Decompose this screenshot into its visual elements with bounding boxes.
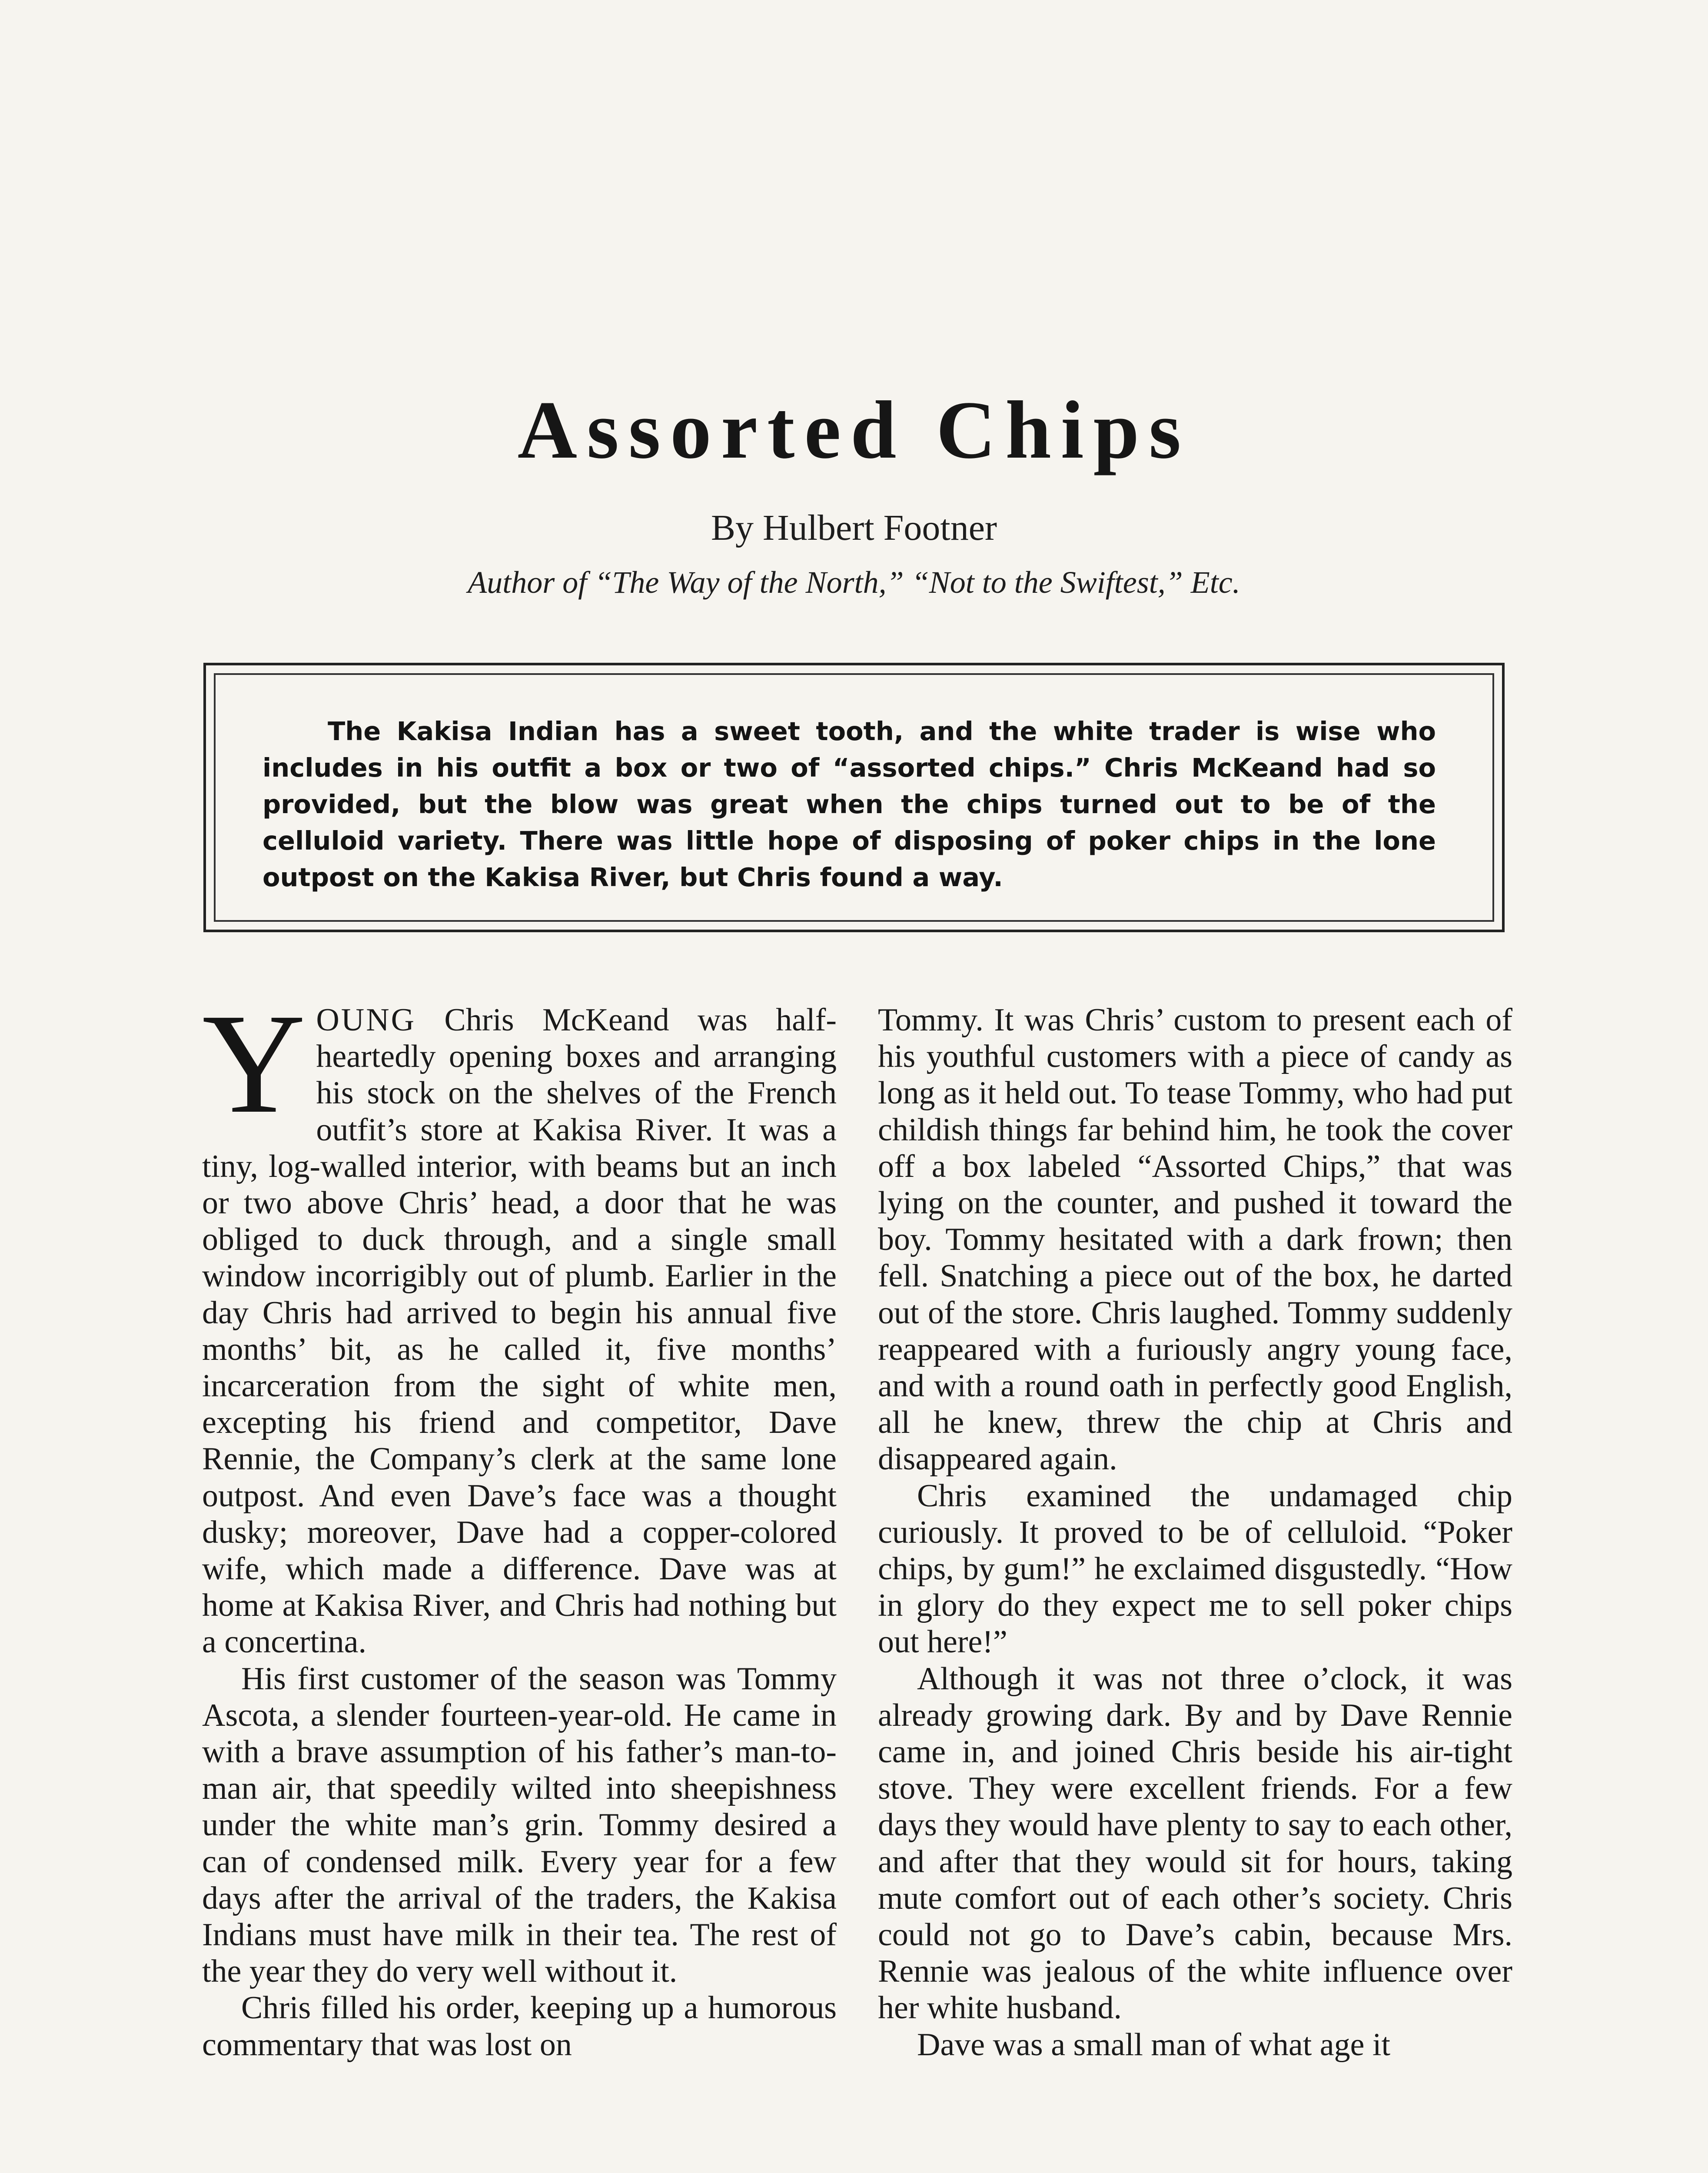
paragraph: Although it was not three o’clock, it was already growing dark. By and by Dave Rennie came in, and joined Chris beside his air-tight stove. They were excellent friends. For a few days they would have plenty to say to each other, and after that they would sit for hours, taking mute comfort out of each other’s society. Chris could not go to Dave’s cabin, because Mrs. Rennie was jealous of the white influence over her white husband.	[878, 1661, 1512, 2026]
drop-cap: Y	[202, 984, 306, 1143]
paragraph-text: Chris McKeand was half-heartedly opening boxes and arranging his stock on the shelves of the French outfit’s store at Kakisa River. It was a tiny, log-walled interior, with beams but an inch or two above Chris’ head, a door that he was obliged to duck through, and a single small window incorrigibly out of plumb. Earlier in the day Chris had arrived to begin his annual five months’ bit, as he called it, five months’ incarceration from the sight of white men, excepting his friend and competitor, Dave Rennie, the Company’s clerk at the same lone outpost. And even Dave’s face was a thought dusky; moreover, Dave had a copper-colored wife, which made a difference. Dave was at home at Kakisa River, and Chris had nothing but a concertina.	[202, 1002, 837, 1660]
paragraph-opening	[202, 984, 837, 1661]
paragraph: Chris examined the undamaged chip curiously. It proved to be of celluloid. “Poker chips, by gum!” he exclaimed disgustedly. “How in glory do they expect me to sell poker chips out here!”	[878, 1478, 1512, 1660]
article-title: Assorted Chips	[517, 385, 1191, 476]
paragraph: His first customer of the season was Tommy Ascota, a slender fourteen-year-old. He came in with a brave assumption of his father’s man-to-man air, that speedily wilted into sheepishness under the white man’s grin. Tommy desired a can of condensed milk. Every year for a few days after the arrival of the traders, the Kakisa Indians must have milk in their tea. The rest of the year they do very well without it.	[202, 1661, 837, 1990]
paragraph-continued: Tommy. It was Chris’ custom to present each of his youthful customers with a piece of candy as long as it held out. To tease Tommy, who had put childish things far behind him, he took the cover off a box labeled “Assorted Chips,” that was lying on the counter, and pushed it toward the boy. Tommy hesitated with a dark frown; then fell. Snatching a piece out of the box, he darted out of the store. Chris laughed. Tommy suddenly reappeared with a furiously angry young face, and with a round oath in perfectly good English, all he knew, threw the chip at Chris and disappeared again.	[878, 1002, 1512, 1477]
synopsis-box	[203, 663, 1505, 932]
paragraph: Dave was a small man of what age it	[917, 2027, 1391, 2063]
author-credits: Author of “The Way of the North,” “Not to the Swiftest,” Etc.	[468, 565, 1240, 600]
left-column	[202, 984, 837, 2063]
synopsis-text: The Kakisa Indian has a sweet tooth, and the white trader is wise who includes in his outfit a box or two of “assorted chips.” Chris McKeand had so provided, but the blow was great when the chips turned out to be of the celluloid variety. There was little hope of disposing of poker chips in the lone outpost on the Kakisa River, but Chris found a way.	[263, 716, 1436, 892]
right-column	[878, 1002, 1512, 2063]
paragraph: Chris filled his order, keeping up a humorous commentary that was lost on	[202, 1990, 837, 2063]
opening-word: OUNG	[316, 1002, 416, 1038]
article-byline: By Hulbert Footner	[711, 508, 997, 548]
